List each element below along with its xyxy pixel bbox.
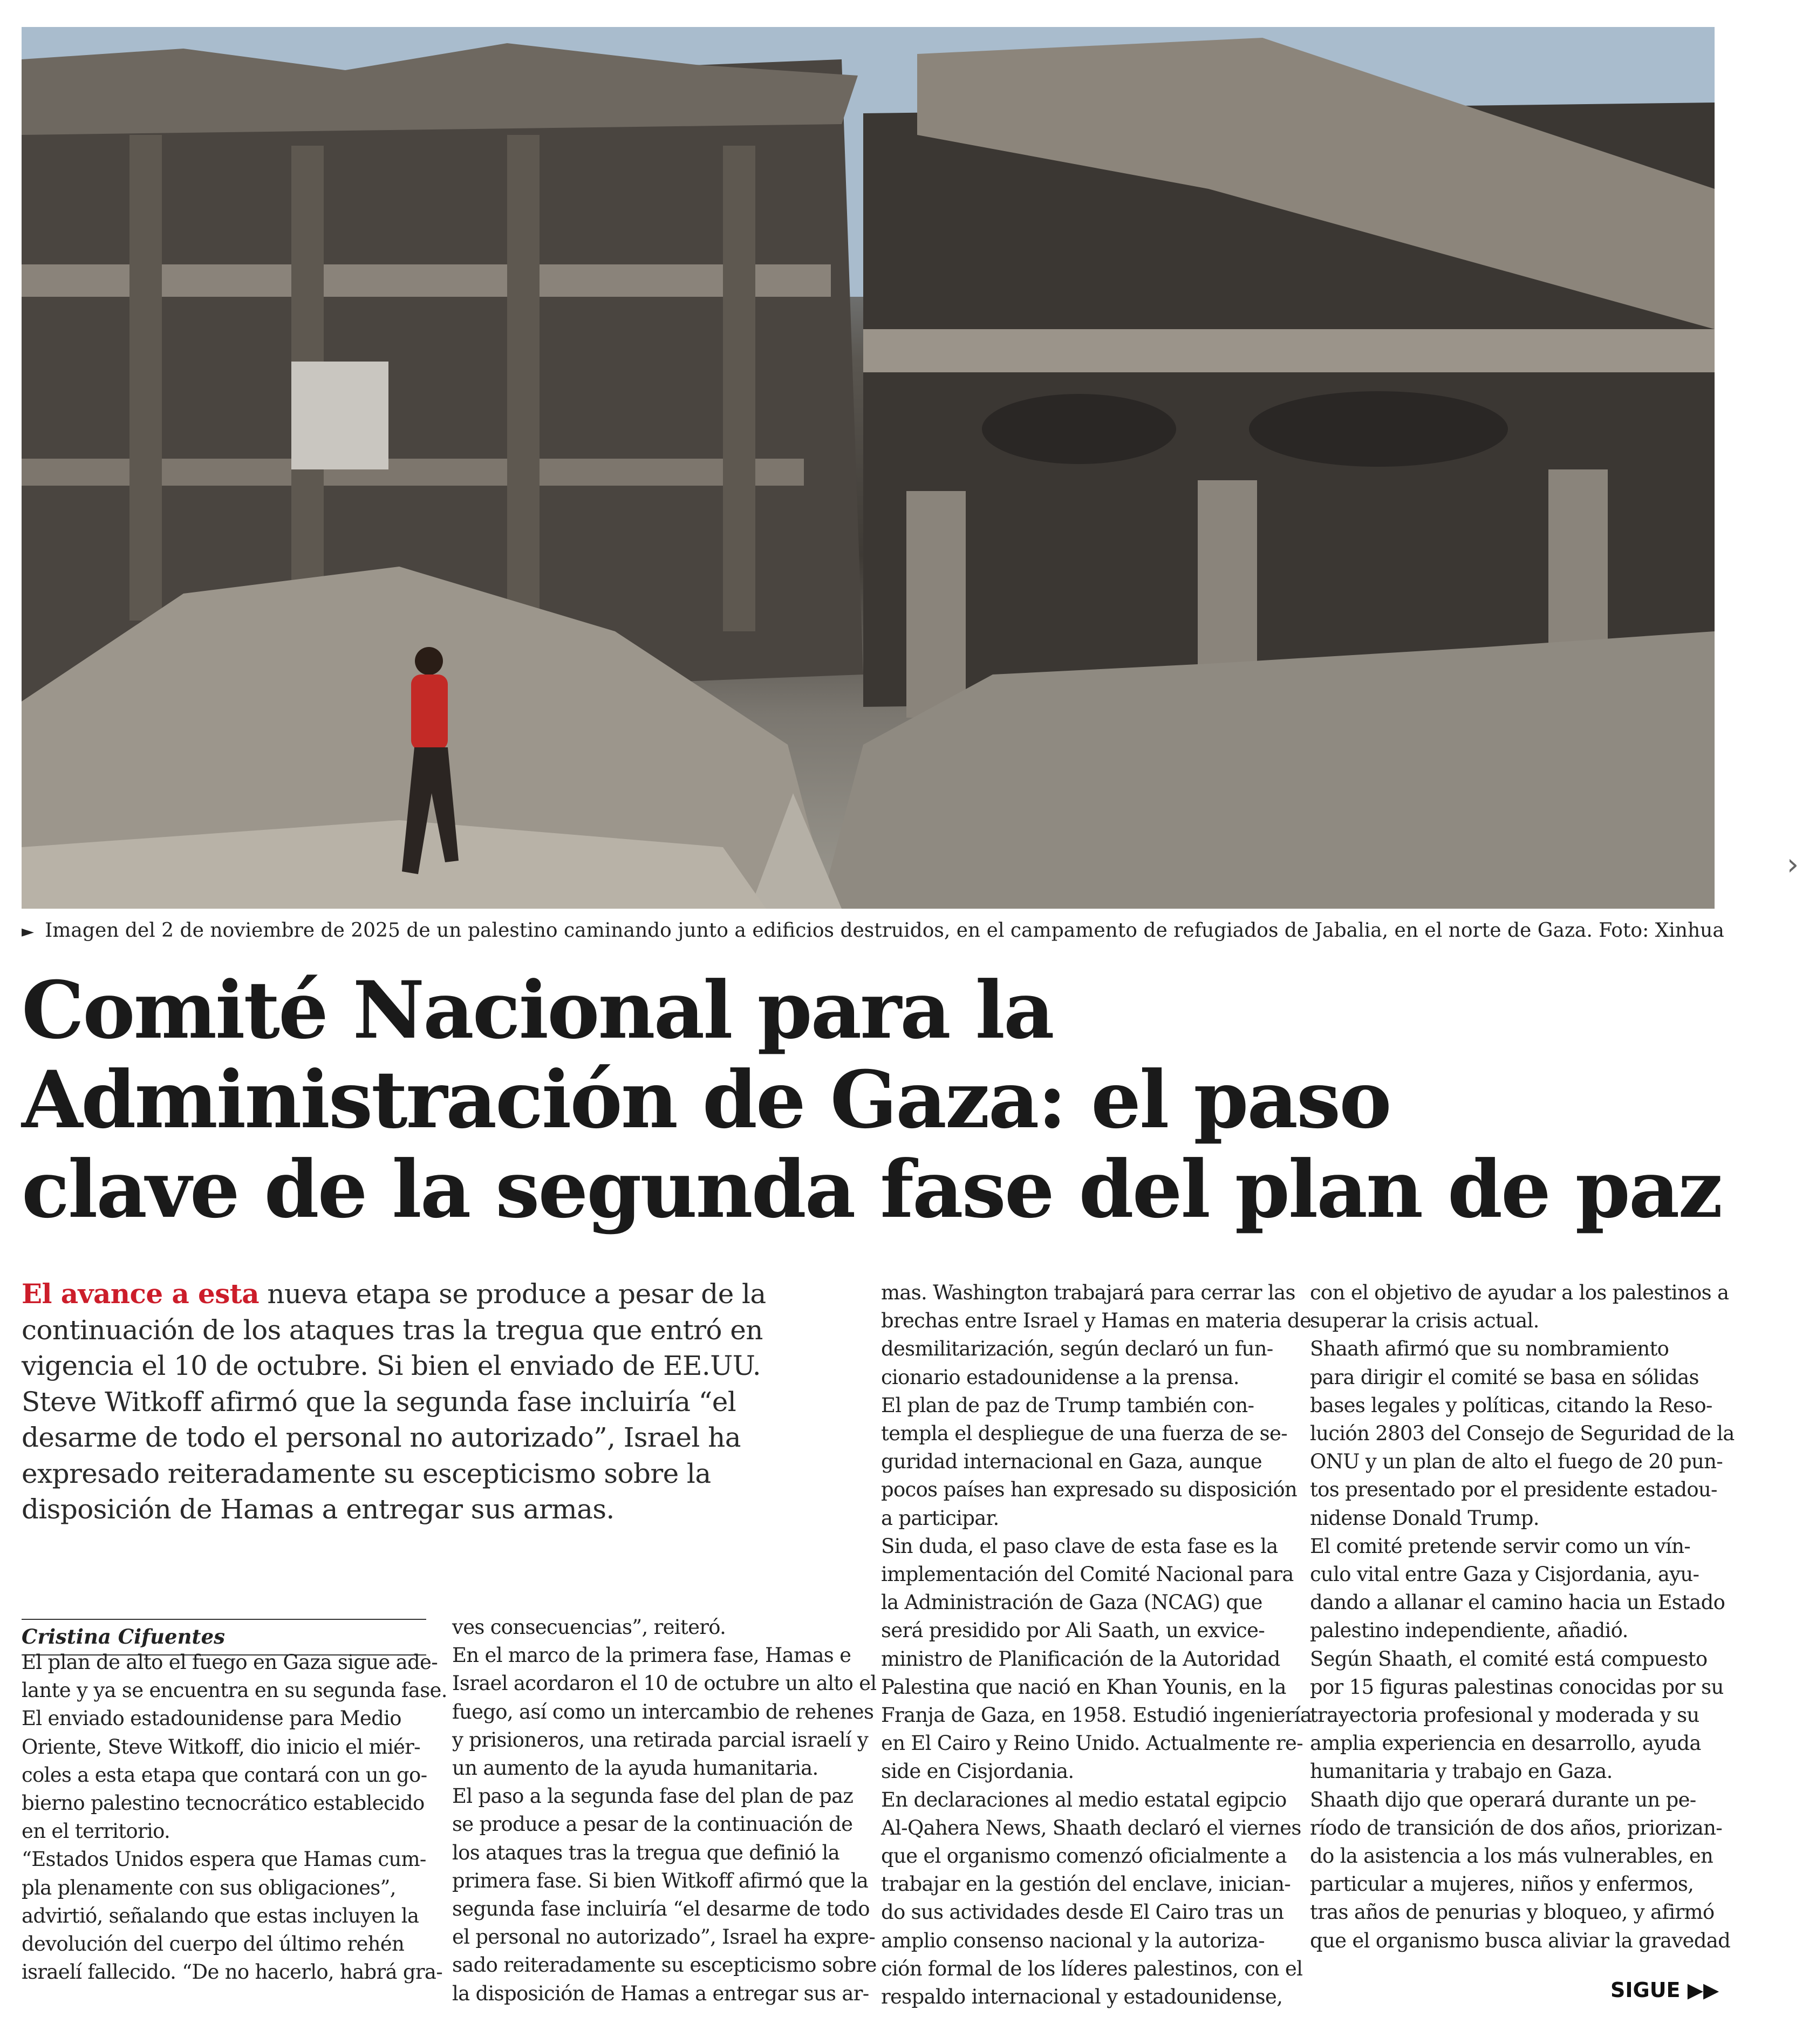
body-text-line: El enviado estadounidense para Medio: [22, 1707, 401, 1730]
body-text-line: culo vital entre Gaza y Cisjordania, ayu-: [1310, 1563, 1699, 1586]
lead-paragraph: [22, 1276, 804, 1528]
body-text-line: mas. Washington trabajará para cerrar las: [881, 1281, 1295, 1304]
body-text-line: palestino independiente, añadió.: [1310, 1619, 1628, 1643]
body-text-line: El comité pretende servir como un vín-: [1310, 1534, 1691, 1558]
body-text-line: amplio consenso nacional y la autoriza-: [881, 1929, 1265, 1952]
body-text-line: Al-Qahera News, Shaath declaró el viernes: [881, 1816, 1301, 1839]
body-text-line: devolución del cuerpo del último rehén: [22, 1932, 405, 1956]
body-text-line: tras años de penurias y bloqueo, y afirmó: [1310, 1900, 1715, 1924]
body-text-line: El paso a la segunda fase del plan de paz: [452, 1784, 854, 1808]
body-column-1: [22, 1648, 447, 1986]
body-text-line: ministro de Planificación de la Autoridad: [881, 1647, 1280, 1671]
body-text-line: fuego, así como un intercambio de rehenes: [452, 1700, 874, 1723]
body-text-line: amplia experiencia en desarrollo, ayuda: [1310, 1732, 1701, 1755]
body-text-line: sado reiteradamente su escepticismo sobre: [452, 1953, 877, 1977]
body-text-line: y prisioneros, una retirada parcial israelí y: [452, 1728, 869, 1752]
next-page-arrow-icon[interactable]: ›: [1786, 847, 1799, 882]
lead-highlight: El avance a esta: [22, 1278, 260, 1310]
body-text-line: do sus actividades desde El Cairo tras un: [881, 1900, 1284, 1924]
article-photo: [22, 27, 1715, 909]
headline-line: Administración de Gaza: el paso: [22, 1054, 1390, 1146]
body-text-line: Palestina que nació en Khan Younis, en la: [881, 1675, 1286, 1699]
body-text-line: Oriente, Steve Witkoff, dio inicio el miér-: [22, 1735, 420, 1759]
body-text-line: particular a mujeres, niños y enfermos,: [1310, 1872, 1694, 1896]
body-text-line: Franja de Gaza, en 1958. Estudió ingeniería: [881, 1704, 1312, 1727]
body-text-line: En el marco de la primera fase, Hamas e: [452, 1644, 851, 1667]
body-text-line: dando a allanar el camino hacia un Estado: [1310, 1591, 1725, 1614]
body-text-line: ción formal de los líderes palestinos, con el: [881, 1957, 1303, 1980]
headline: [22, 964, 1722, 1236]
author-byline: Cristina Cifuentes: [22, 1625, 225, 1648]
photo-caption: [22, 915, 1748, 947]
body-text-line: ves consecuencias”, reiteró.: [452, 1616, 726, 1639]
body-text-line: el personal no autorizado”, Israel ha expre-: [452, 1925, 876, 1949]
author-rule: [22, 1619, 426, 1620]
body-text-line: advirtió, señalando que estas incluyen la: [22, 1904, 419, 1927]
body-text-line: side en Cisjordania.: [881, 1760, 1074, 1783]
lead-line: nueva etapa se produce a pesar de la: [259, 1278, 766, 1310]
body-text-line: con el objetivo de ayudar a los palestinos a: [1310, 1281, 1729, 1304]
body-text-line: israelí fallecido. “De no hacerlo, habrá gra-: [22, 1960, 443, 1984]
body-text-line: ONU y un plan de alto el fuego de 20 pun-: [1310, 1450, 1723, 1474]
headline-line: Comité Nacional para la: [22, 964, 1053, 1057]
body-text-line: “Estados Unidos espera que Hamas cum-: [22, 1848, 426, 1871]
body-text-line: Shaath afirmó que su nombramiento: [1310, 1337, 1669, 1361]
body-text-line: trayectoria profesional y moderada y su: [1310, 1704, 1699, 1727]
body-text-line: do la asistencia a los más vulnerables, en: [1310, 1844, 1713, 1868]
body-text-line: templa el despliegue de una fuerza de se-: [881, 1422, 1287, 1446]
body-text-line: Según Shaath, el comité está compuesto: [1310, 1647, 1708, 1671]
body-text-line: pocos países han expresado su disposición: [881, 1478, 1298, 1502]
body-column-2: [452, 1613, 877, 2008]
lead-line: continuación de los ataques tras la tregua que entró en: [22, 1314, 763, 1346]
body-text-line: pla plenamente con sus obligaciones”,: [22, 1876, 396, 1899]
body-text-line: lución 2803 del Consejo de Seguridad de la: [1310, 1422, 1735, 1446]
lead-line: Steve Witkoff afirmó que la segunda fase incluiría “el: [22, 1386, 736, 1418]
body-text-line: un aumento de la ayuda humanitaria.: [452, 1756, 818, 1780]
body-text-line: bases legales y políticas, citando la Reso-: [1310, 1393, 1712, 1417]
body-text-line: Sin duda, el paso clave de esta fase es la: [881, 1534, 1278, 1558]
body-text-line: coles a esta etapa que contará con un go-: [22, 1763, 427, 1787]
body-text-line: desmilitarización, según declaró un fun-: [881, 1337, 1273, 1361]
body-text-line: El plan de alto el fuego en Gaza sigue ade-: [22, 1651, 438, 1674]
body-text-line: a participar.: [881, 1506, 999, 1530]
body-text-line: El plan de paz de Trump también con-: [881, 1393, 1254, 1417]
body-column-3: [881, 1279, 1312, 2011]
body-text-line: cionario estadounidense a la prensa.: [881, 1365, 1239, 1389]
rubble-photo-illustration: [22, 27, 1715, 909]
lead-line: expresado reiteradamente su escepticismo sobre la: [22, 1457, 711, 1489]
body-text-line: tos presentado por el presidente estadou-: [1310, 1478, 1717, 1502]
body-text-line: lante y ya se encuentra en su segunda fase.: [22, 1679, 447, 1702]
body-text-line: implementación del Comité Nacional para: [881, 1563, 1294, 1586]
body-text-line: humanitaria y trabajo en Gaza.: [1310, 1760, 1613, 1783]
body-text-line: será presidido por Ali Saath, un exvice-: [881, 1619, 1265, 1643]
body-text-line: primera fase. Si bien Witkoff afirmó que la: [452, 1869, 869, 1892]
body-text-line: superar la crisis actual.: [1310, 1309, 1539, 1333]
caption-marker-icon: ►: [22, 922, 35, 941]
body-text-line: bierno palestino tecnocrático establecido: [22, 1791, 425, 1815]
body-text-line: brechas entre Israel y Hamas en materia de: [881, 1309, 1312, 1333]
lead-line: disposición de Hamas a entregar sus armas.: [22, 1494, 615, 1525]
body-text-line: En declaraciones al medio estatal egipcio: [881, 1788, 1287, 1811]
body-text-line: Israel acordaron el 10 de octubre un alto el: [452, 1672, 877, 1695]
lead-line: desarme de todo el personal no autorizado”, Israel ha: [22, 1422, 741, 1453]
body-column-4: [1310, 1279, 1735, 1955]
lead-line: vigencia el 10 de octubre. Si bien el enviado de EE.UU.: [22, 1350, 761, 1381]
body-text-line: guridad internacional en Gaza, aunque: [881, 1450, 1262, 1474]
body-text-line: en el territorio.: [22, 1820, 170, 1843]
body-text-line: que el organismo busca aliviar la gravedad: [1310, 1929, 1731, 1952]
body-text-line: Shaath dijo que operará durante un pe-: [1310, 1788, 1696, 1811]
body-text-line: la disposición de Hamas a entregar sus ar-: [452, 1981, 869, 2005]
body-text-line: los ataques tras la tregua que definió la: [452, 1841, 839, 1864]
body-text-line: se produce a pesar de la continuación de: [452, 1813, 853, 1836]
continue-label[interactable]: SIGUE ▶▶: [1610, 1978, 1719, 2002]
body-text-line: por 15 figuras palestinas conocidas por su: [1310, 1675, 1724, 1699]
body-text-line: nidense Donald Trump.: [1310, 1506, 1539, 1530]
body-text-line: que el organismo comenzó oficialmente a: [881, 1844, 1287, 1868]
body-text-line: respaldo internacional y estadounidense,: [881, 1985, 1283, 2009]
caption-text: Imagen del 2 de noviembre de 2025 de un palestino caminando junto a edificios destruidos, en el campamento de refugiados de Jabalia, en el norte de Gaza. Foto: Xinhua: [45, 919, 1724, 942]
body-text-line: para dirigir el comité se basa en sólidas: [1310, 1365, 1699, 1389]
body-text-line: ríodo de transición de dos años, priorizan-: [1310, 1816, 1723, 1839]
body-text-line: segunda fase incluiría “el desarme de todo: [452, 1897, 870, 1921]
body-text-line: en El Cairo y Reino Unido. Actualmente re-: [881, 1732, 1303, 1755]
body-text-line: la Administración de Gaza (NCAG) que: [881, 1591, 1262, 1614]
headline-line: clave de la segunda fase del plan de paz: [22, 1143, 1722, 1236]
body-text-line: trabajar en la gestión del enclave, inician-: [881, 1872, 1291, 1896]
